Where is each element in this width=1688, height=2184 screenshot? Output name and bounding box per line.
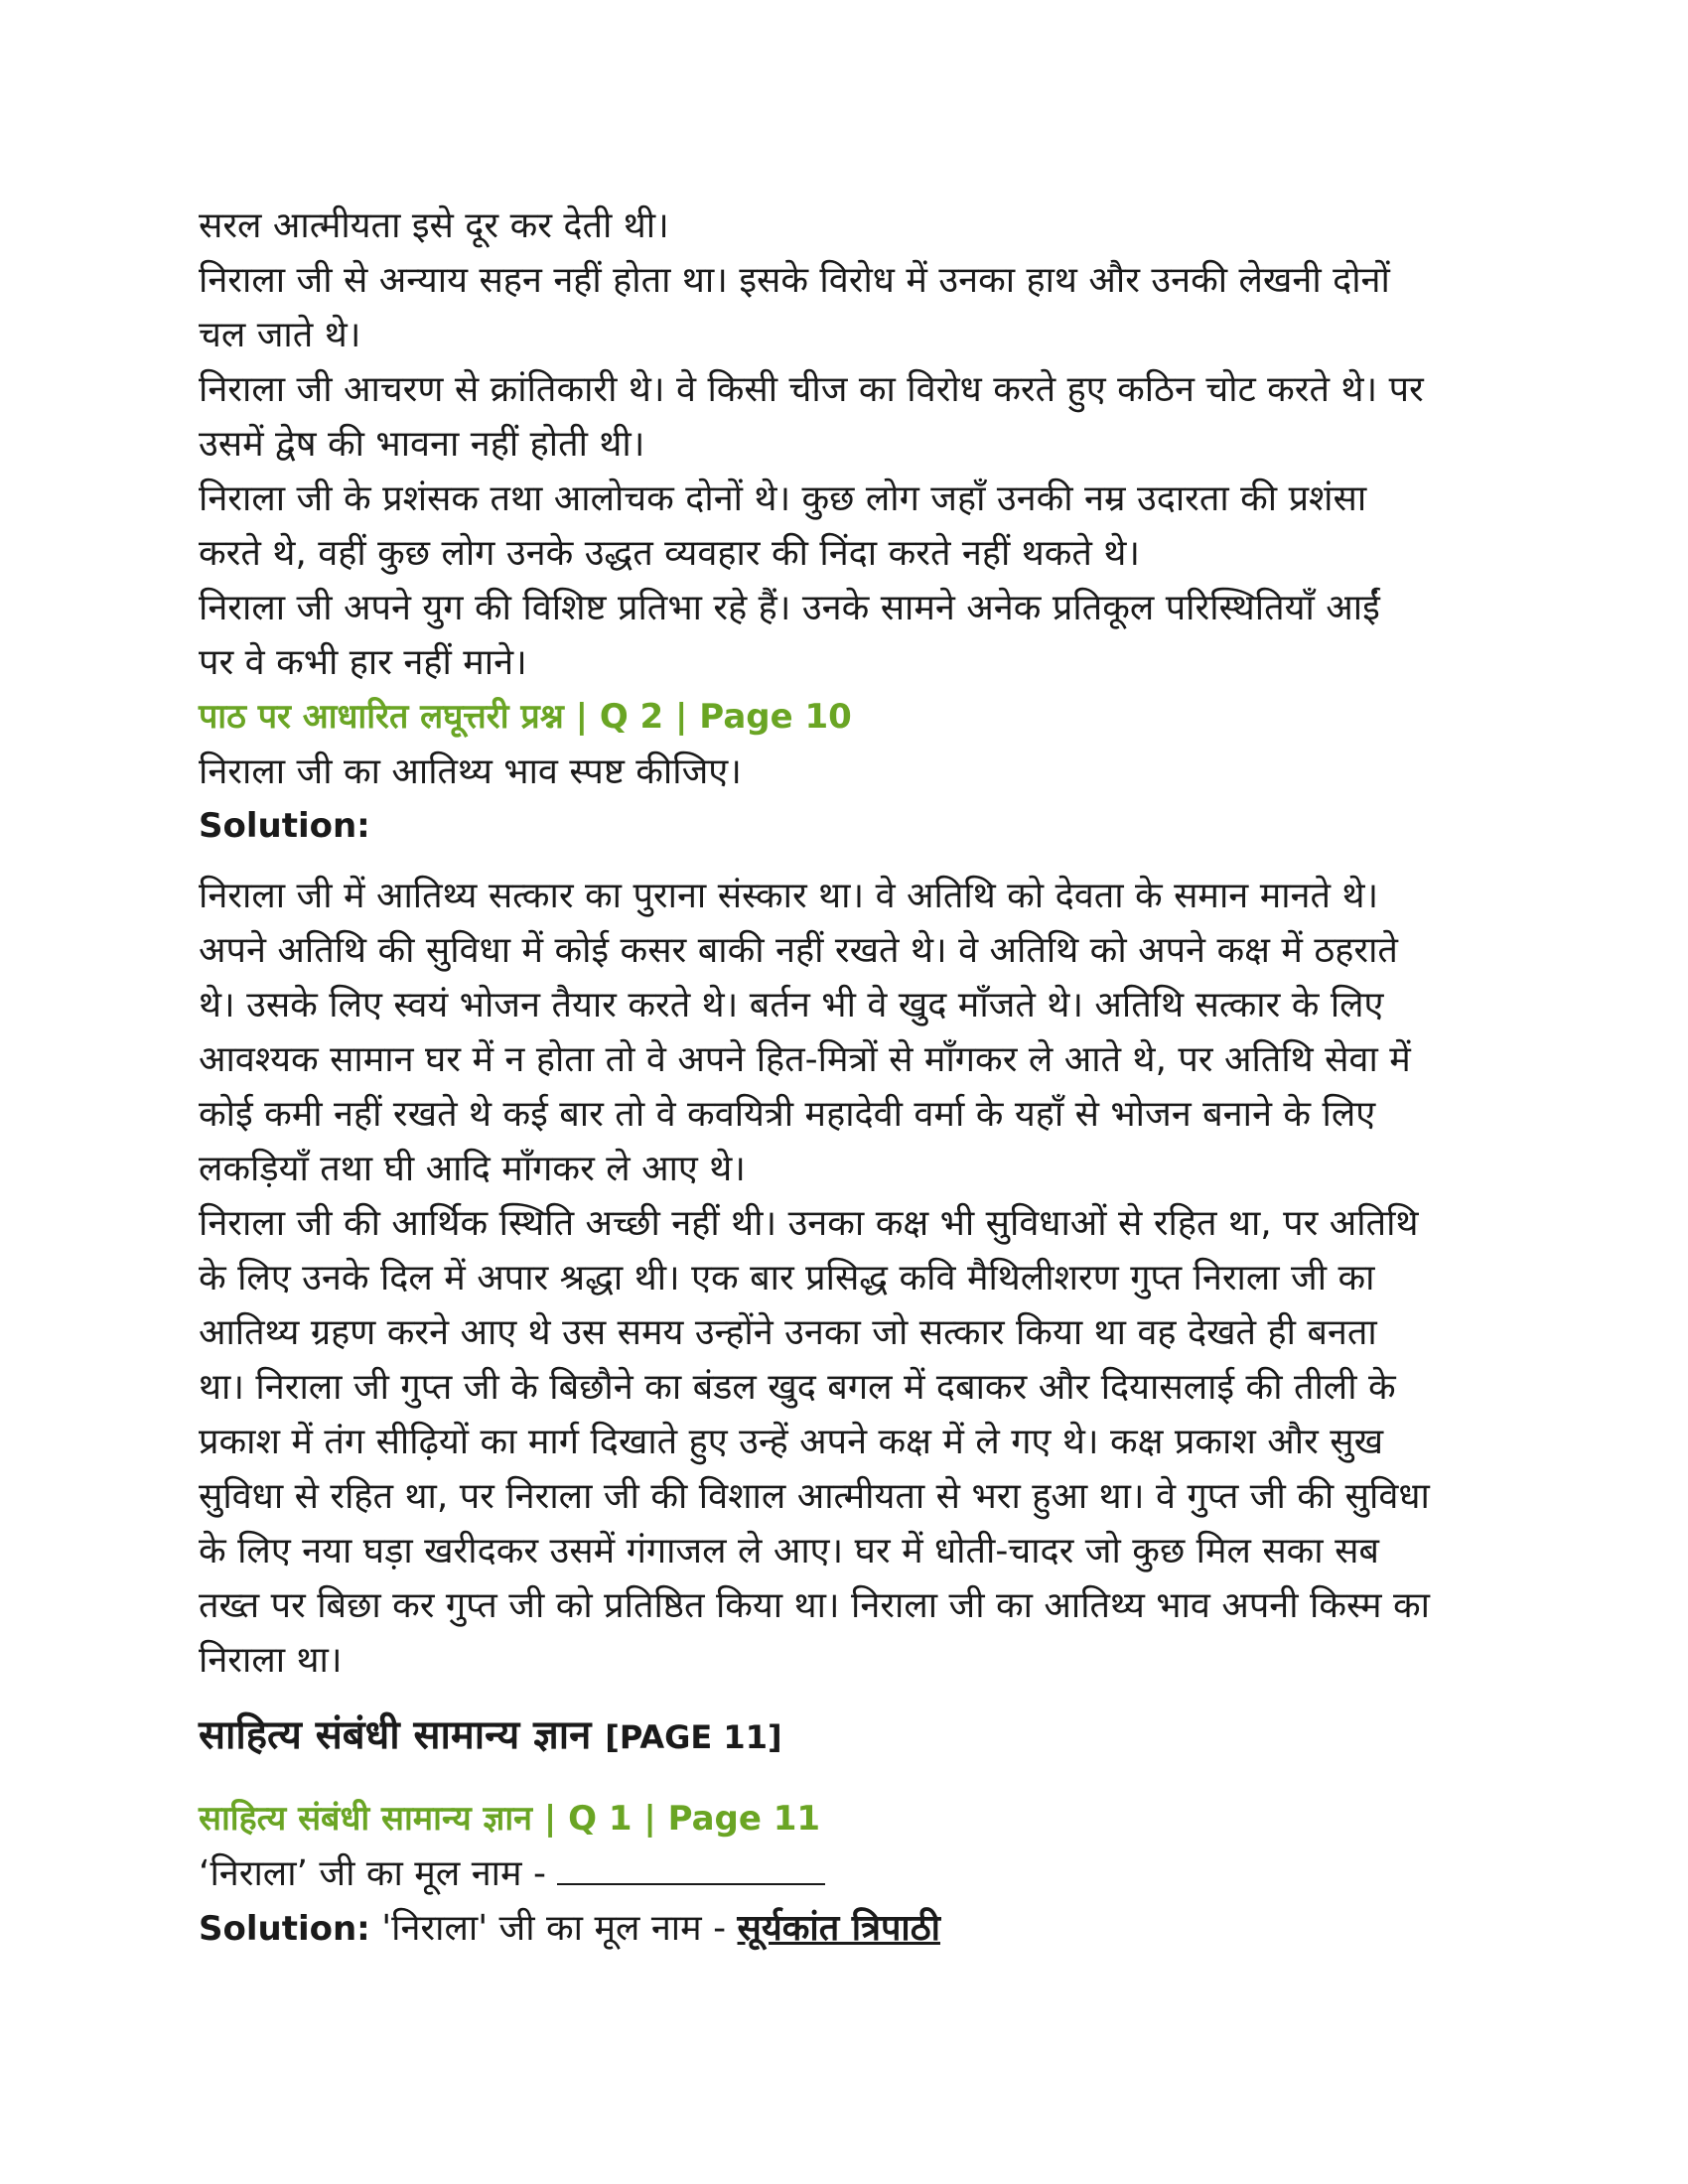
text-line: तख्त पर बिछा कर गुप्त जी को प्रतिष्ठित किया था। निराला जी का आतिथ्य भाव अपनी किस्म का	[199, 1585, 1430, 1626]
solution-text	[199, 869, 1489, 1688]
question-text: निराला जी का आतिथ्य भाव स्पष्ट कीजिए।	[199, 751, 742, 792]
solution-label: Solution:	[199, 806, 370, 846]
text-line: निराला जी में आतिथ्य सत्कार का पुराना संस्कार था। वे अतिथि को देवता के समान मानते थे।	[199, 876, 1379, 916]
question-1-block	[199, 1792, 1489, 1957]
solution-label: Solution:	[199, 1909, 370, 1949]
text-line: आतिथ्य ग्रहण करने आए थे उस समय उन्होंने उनका जो सत्कार किया था वह देखते ही बनता	[199, 1312, 1377, 1353]
text-line: निराला जी के प्रशंसक तथा आलोचक दोनों थे। कुछ लोग जहाँ उनकी नम्र उदारता की प्रशंसा	[199, 478, 1367, 519]
answer-blank	[557, 1853, 825, 1885]
text-line: अपने अतिथि की सुविधा में कोई कसर बाकी नहीं रखते थे। वे अतिथि को अपने कक्ष में ठहराते	[199, 930, 1398, 971]
text-line: थे। उसके लिए स्वयं भोजन तैयार करते थे। बर्तन भी वे खुद माँजते थे। अतिथि सत्कार के लिए	[199, 985, 1384, 1025]
text-line: कोई कमी नहीं रखते थे कई बार तो वे कवयित्री महादेवी वर्मा के यहाँ से भोजन बनाने के लिए	[199, 1094, 1376, 1135]
text-line: प्रकाश में तंग सीढ़ियों का मार्ग दिखाते हुए उन्हें अपने कक्ष में ले गए थे। कक्ष प्रकाश और सुख	[199, 1422, 1384, 1462]
section-title: साहित्य संबंधी सामान्य ज्ञान	[199, 1712, 592, 1758]
text-line: निराला जी की आर्थिक स्थिति अच्छी नहीं थी। उनका कक्ष भी सुविधाओं से रहित था, पर अतिथि	[199, 1203, 1419, 1244]
answer-value: सूर्यकांत त्रिपाठी	[737, 1908, 940, 1949]
text-line: निराला जी अपने युग की विशिष्ट प्रतिभा रहे हैं। उनके सामने अनेक प्रतिकूल परिस्थितियाँ आईं	[199, 588, 1380, 628]
question-heading: साहित्य संबंधी सामान्य ज्ञान | Q 1 | Page 11	[199, 1799, 821, 1839]
document-page	[199, 199, 1489, 1957]
text-line: करते थे, वहीं कुछ लोग उनके उद्धत व्यवहार की निंदा करते नहीं थकते थे।	[199, 533, 1141, 574]
text-line: निराला था।	[199, 1640, 343, 1681]
text-line: चल जाते थे।	[199, 315, 361, 355]
text-line: निराला जी से अन्याय सहन नहीं होता था। इसके विरोध में उनका हाथ और उनकी लेखनी दोनों	[199, 260, 1390, 301]
text-line: लकड़ियाँ तथा घी आदि माँगकर ले आए थे।	[199, 1149, 746, 1189]
section-page-tag: [PAGE 11]	[605, 1718, 782, 1756]
text-line: आवश्यक सामान घर में न होता तो वे अपने हित-मित्रों से माँगकर ले आते थे, पर अतिथि सेवा में	[199, 1039, 1411, 1080]
solution-line	[199, 1901, 1489, 1957]
text-line: सुविधा से रहित था, पर निराला जी की विशाल आत्मीयता से भरा हुआ था। वे गुप्त जी की सुविधा	[199, 1476, 1430, 1517]
section-heading	[199, 1706, 1489, 1767]
text-line: के लिए उनके दिल में अपार श्रद्धा थी। एक बार प्रसिद्ध कवि मैथिलीशरण गुप्त निराला जी का	[199, 1258, 1375, 1298]
question-prompt: ‘निराला’ जी का मूल नाम -	[199, 1853, 558, 1894]
text-line: सरल आत्मीयता इसे दूर कर देती थी।	[199, 205, 669, 246]
text-line: पर वे कभी हार नहीं माने।	[199, 642, 527, 683]
text-line: निराला जी आचरण से क्रांतिकारी थे। वे किसी चीज का विरोध करते हुए कठिन चोट करते थे। पर	[199, 369, 1424, 410]
text-line: के लिए नया घड़ा खरीदकर उसमें गंगाजल ले आए। घर में धोती-चादर जो कुछ मिल सका सब	[199, 1531, 1379, 1571]
answer-prefix: 'निराला' जी का मूल नाम -	[369, 1908, 738, 1949]
text-line: था। निराला जी गुप्त जी के बिछौने का बंडल खुद बगल में दबाकर और दियासलाई की तीली के	[199, 1367, 1396, 1408]
question-2-block	[199, 690, 1489, 1688]
question-text	[199, 1846, 1489, 1901]
intro-paragraphs	[199, 199, 1489, 690]
question-heading: पाठ पर आधारित लघूत्तरी प्रश्न | Q 2 | Page 10	[199, 697, 852, 737]
text-line: उसमें द्वेष की भावना नहीं होती थी।	[199, 424, 645, 465]
